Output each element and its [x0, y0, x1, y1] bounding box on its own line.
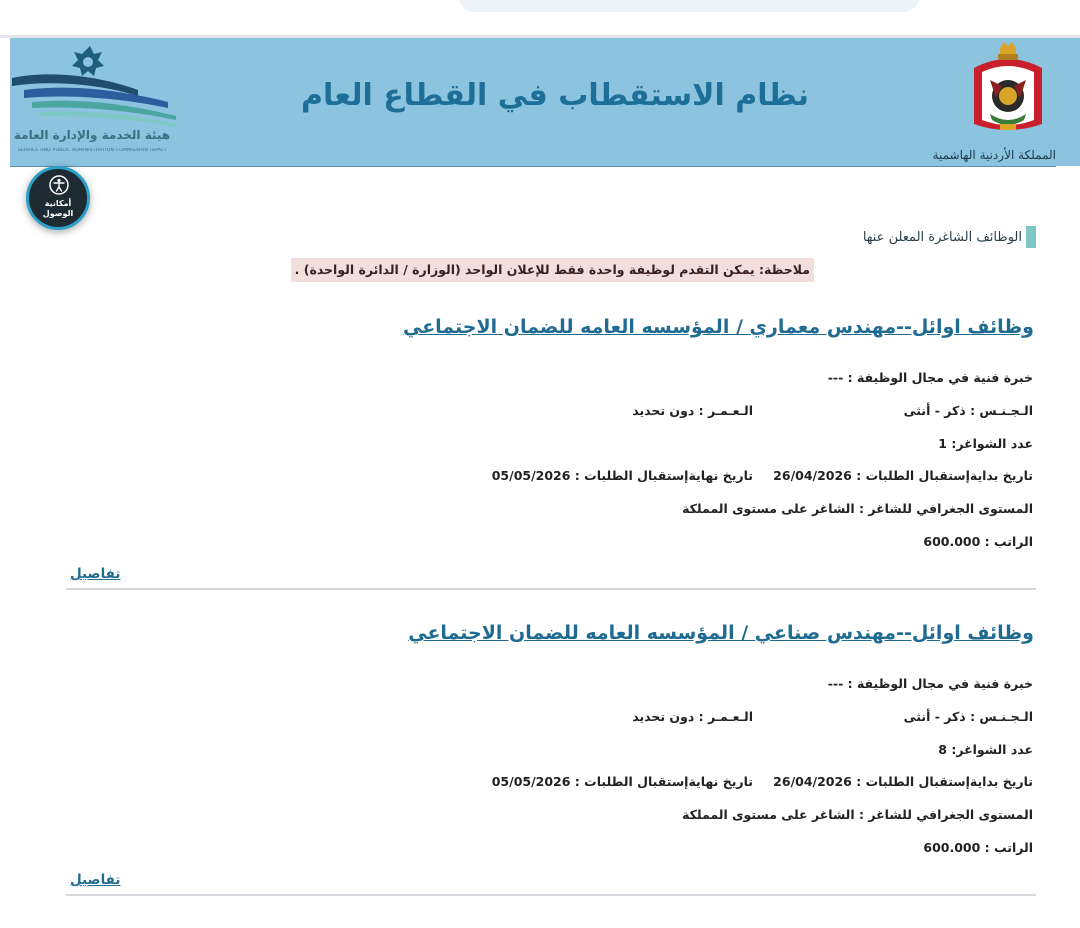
accessibility-label-line2: الوصول	[42, 209, 74, 218]
kingdom-caption: المملكة الأردنية الهاشمية	[932, 148, 1056, 162]
job-age: الـعـمـر : دون تحديد	[632, 709, 753, 724]
accessibility-person-icon	[49, 175, 69, 195]
application-note: ملاحظة: يمكن التقدم لوظيفة واحدة فقط للإعلان الواحد (الوزارة / الدائرة الواحدة) .	[291, 258, 814, 282]
job-end-date: تاريخ نهايةإستقبال الطلبات : 05/05/2026	[491, 774, 753, 789]
browser-toolbar	[0, 0, 1080, 36]
job-gender: الـجـنـس : ذكر - أنثى	[903, 403, 1033, 418]
job-geo-level: المستوى الجغرافي للشاغر : الشاغر على مستوى المملكة	[682, 807, 1033, 822]
spac-name-english: SERVICE AND PUBLIC ADMINISTRATION COMMISSION (SPAC)	[17, 148, 167, 153]
address-bar[interactable]	[458, 0, 920, 12]
banner-edge	[1056, 38, 1080, 166]
job-age: الـعـمـر : دون تحديد	[632, 403, 753, 418]
job-experience: خبرة فنية في مجال الوظيفة : ---	[827, 676, 1033, 691]
job-divider	[66, 894, 1036, 896]
job-geo-level: المستوى الجغرافي للشاغر : الشاغر على مستوى المملكة	[682, 501, 1033, 516]
page-content	[10, 38, 1056, 928]
section-heading	[863, 226, 1036, 248]
accessibility-label	[29, 199, 87, 219]
spac-logo[interactable]	[10, 40, 178, 158]
details-link[interactable]: تفاصيل	[70, 566, 121, 582]
job-gender: الـجـنـس : ذكر - أنثى	[903, 709, 1033, 724]
job-start-date: تاريخ بدايةإستقبال الطلبات : 26/04/2026	[773, 468, 1033, 483]
details-link[interactable]: تفاصيل	[70, 872, 121, 888]
header-banner	[10, 38, 1056, 167]
coat-of-arms-icon	[960, 40, 1056, 148]
spac-name-arabic: هيئة الخدمة والإدارة العامة	[13, 128, 171, 142]
job-start-date: تاريخ بدايةإستقبال الطلبات : 26/04/2026	[773, 774, 1033, 789]
job-experience: خبرة فنية في مجال الوظيفة : ---	[827, 370, 1033, 385]
accessibility-button[interactable]	[26, 166, 90, 230]
spac-logo-graphic-icon	[10, 40, 178, 130]
accessibility-label-line1: أمكانية	[44, 199, 72, 208]
coat-of-arms[interactable]	[960, 40, 1056, 164]
job-salary: الراتب : 600.000	[923, 534, 1033, 549]
job-divider	[66, 588, 1036, 590]
section-heading-marker	[1026, 226, 1036, 248]
site-title: نظام الاستقطاب في القطاع العام	[301, 78, 809, 113]
job-title-link[interactable]: وظائف اوائل--مهندس معماري / المؤسسه العامه للضمان الاجتماعي	[402, 316, 1034, 338]
job-salary: الراتب : 600.000	[923, 840, 1033, 855]
job-vacancies: عدد الشواغر: 8	[938, 742, 1033, 757]
section-heading-text: الوظائف الشاغرة المعلن عنها	[862, 229, 1022, 245]
job-vacancies: عدد الشواغر: 1	[938, 436, 1033, 451]
job-title-link[interactable]: وظائف اوائل--مهندس صناعي / المؤسسه العامه للضمان الاجتماعي	[408, 622, 1034, 644]
job-end-date: تاريخ نهايةإستقبال الطلبات : 05/05/2026	[491, 468, 753, 483]
